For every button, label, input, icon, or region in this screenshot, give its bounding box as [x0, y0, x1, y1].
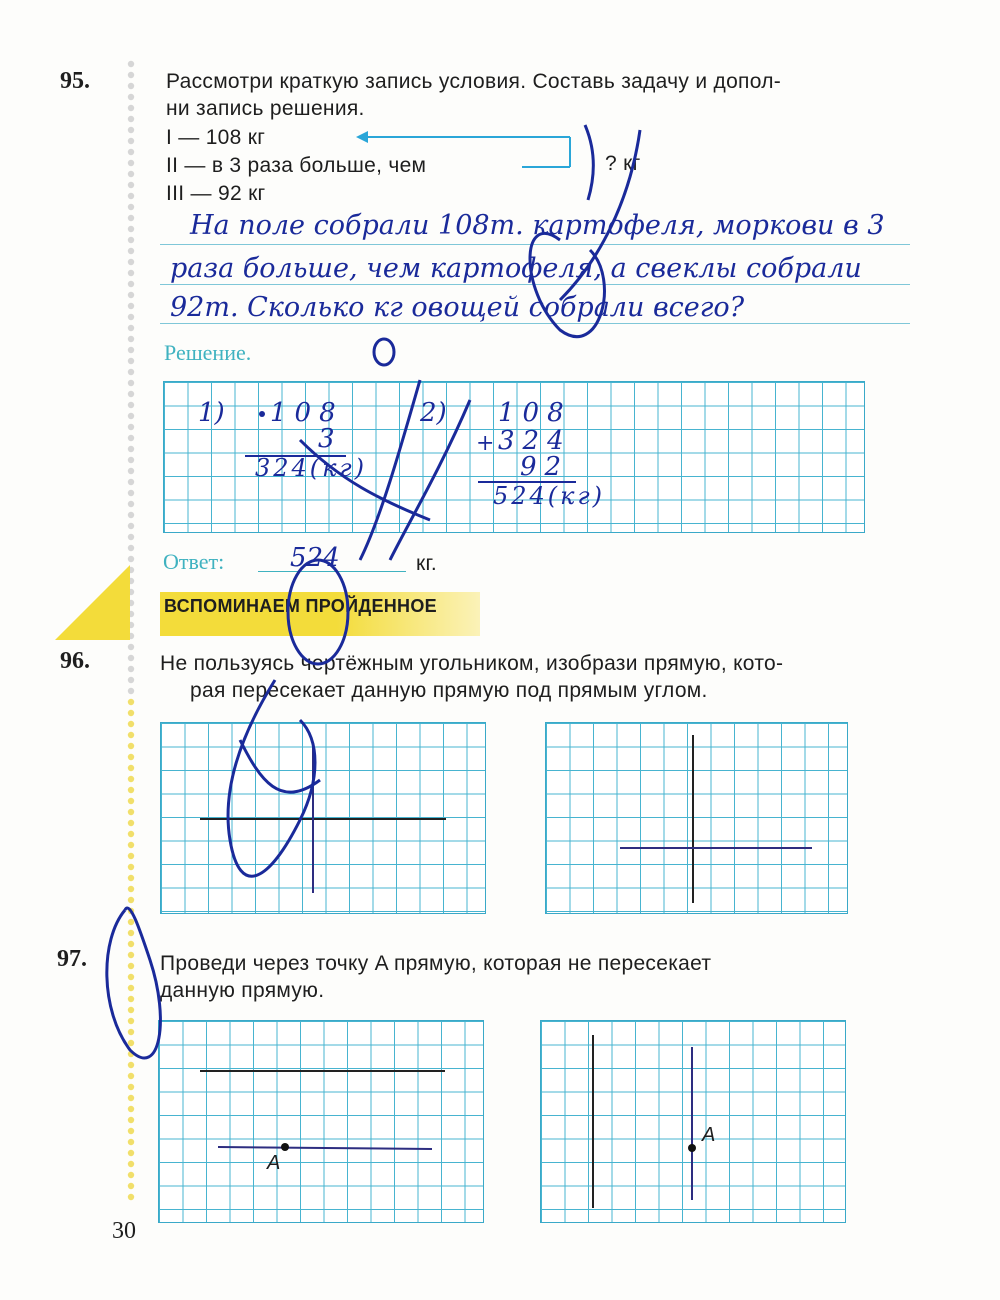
task-96-line1: Не пользуясь чертёжным угольником, изобрази прямую, кото-	[160, 652, 784, 675]
task-96-line2: рая пересекает данную прямую под прямым углом.	[190, 679, 708, 702]
step-1-a: 108	[270, 398, 344, 428]
task-95-number: 95.	[60, 68, 90, 94]
task-95-line1: Рассмотри краткую запись условия. Составь задачу и допол-	[166, 70, 782, 93]
answer-value: 524	[290, 543, 340, 573]
task-97-line1: Проведи через точку A прямую, которая не пересекает	[160, 952, 712, 975]
task-97-number: 97.	[57, 946, 87, 972]
step-1-b: 3	[318, 424, 335, 454]
point-a-label-left: A	[267, 1152, 281, 1174]
page-number: 30	[112, 1218, 136, 1244]
step-2-label: 2)	[420, 398, 447, 428]
condition-row-3: III — 92 кг	[166, 182, 266, 205]
condition-row-1: I — 108 кг	[166, 126, 266, 149]
condition-row-2: II — в 3 раза больше, чем	[166, 154, 427, 177]
answer-unit: кг.	[416, 552, 438, 575]
story-line-3: 92т. Сколько кг овощей собрали всего?	[170, 292, 745, 323]
answer-label: Ответ:	[163, 549, 225, 574]
task-95-line2: ни запись решения.	[166, 97, 365, 120]
task-96-number: 96.	[60, 648, 90, 674]
point-a-label-right: A	[702, 1124, 716, 1146]
step-1-result: 324(кг)	[255, 454, 367, 482]
task-97-line2: данную прямую.	[160, 979, 325, 1002]
step-2-c: 92	[520, 452, 570, 482]
story-line-2: раза больше, чем картофеля, а свеклы собрали	[170, 253, 862, 284]
section-header: ВСПОМИНАЕМ ПРОЙДЕННОЕ	[164, 596, 437, 616]
step-2-a: 108	[498, 398, 572, 428]
condition-total: ? кг	[605, 152, 641, 175]
step-1-label: 1)	[198, 398, 225, 428]
svg-text:+: +	[476, 431, 495, 456]
step-2-b: 324	[498, 426, 572, 456]
step-2-result: 524(кг)	[493, 482, 605, 510]
solution-label: Решение.	[164, 340, 252, 365]
story-line-1: На поле собрали 108т. картофеля, моркови в 3	[190, 210, 885, 241]
